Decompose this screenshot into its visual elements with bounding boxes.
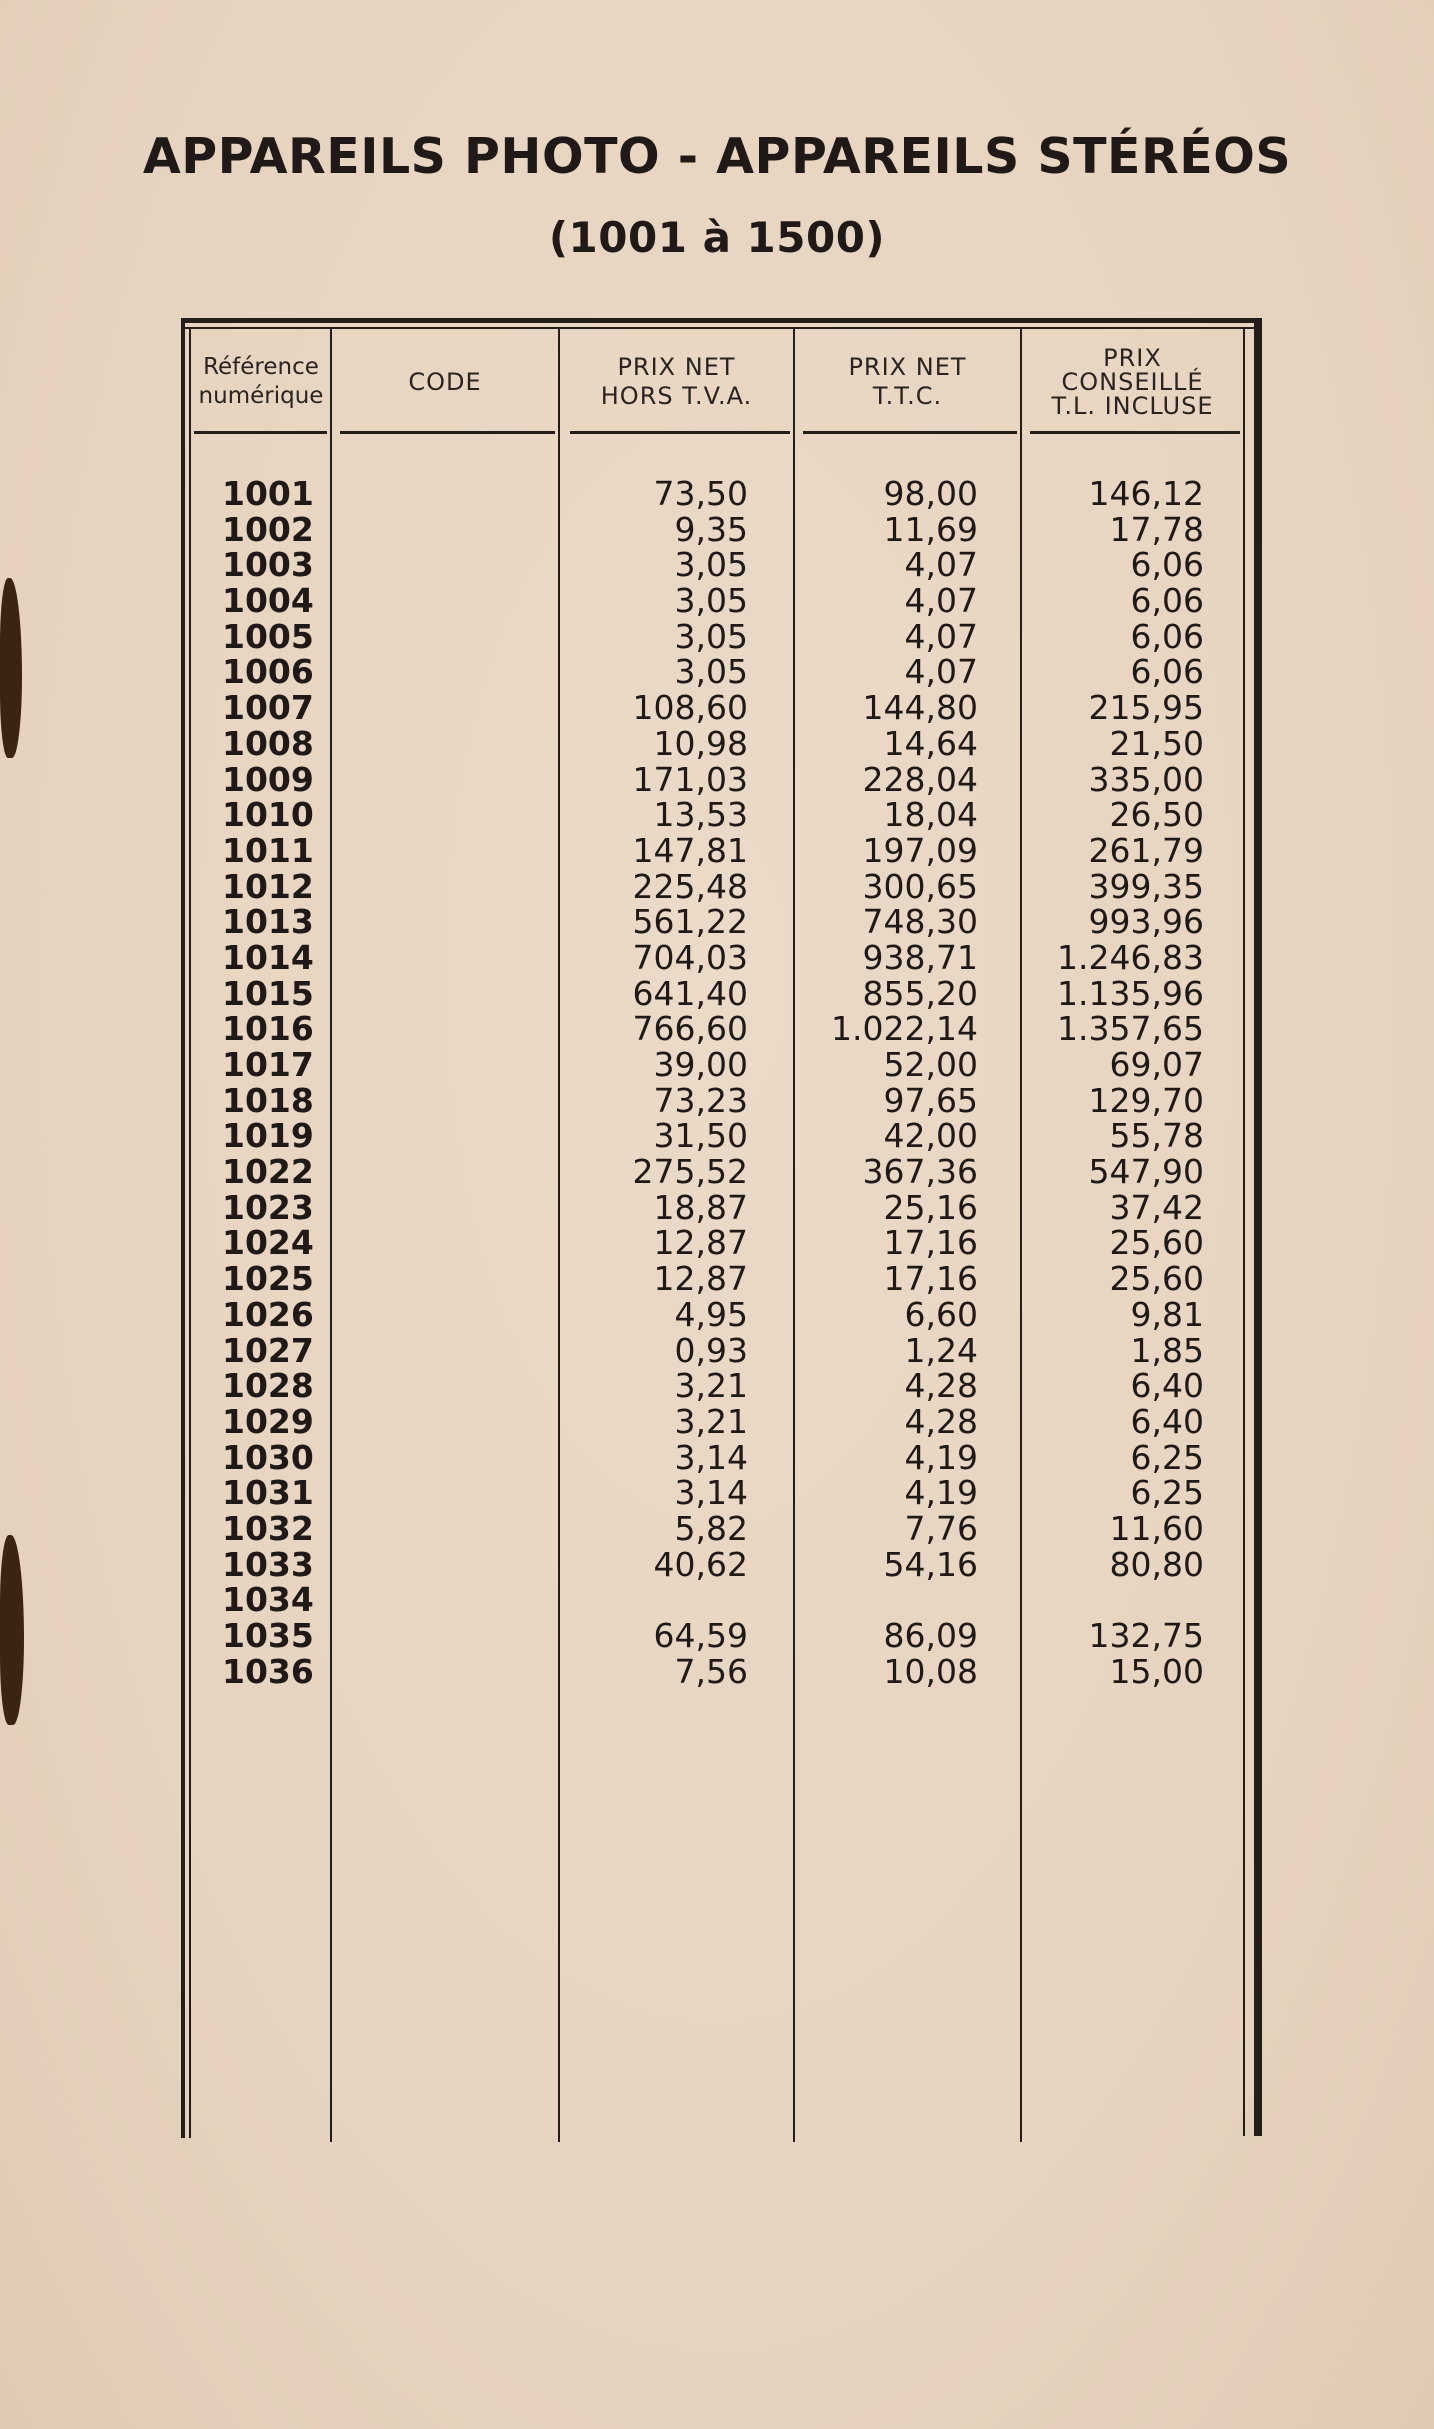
ref-cell: 1004 (222, 581, 314, 621)
prix-net-ht-cell: 9,35 (674, 509, 748, 549)
prix-net-ttc-cell: 14,64 (883, 723, 978, 763)
header-underline (803, 431, 1017, 434)
ref-cell: 1002 (222, 509, 314, 549)
table-row (0, 1080, 1434, 1120)
prix-conseille-cell: 215,95 (1088, 688, 1204, 728)
ref-cell: 1001 (222, 474, 314, 513)
prix-net-ht-cell: 3,14 (674, 1473, 748, 1513)
prix-net-ht-cell: 73,50 (653, 474, 748, 513)
prix-conseille-cell: 335,00 (1088, 759, 1204, 799)
prix-net-ht-cell: 704,03 (632, 937, 748, 977)
prix-net-ht-cell: 147,81 (632, 830, 748, 870)
prix-net-ttc-cell: 197,09 (862, 830, 978, 870)
prix-conseille-cell: 146,12 (1088, 474, 1204, 513)
table-row (0, 1225, 1434, 1261)
prix-conseille-cell: 25,60 (1109, 1223, 1204, 1263)
prix-net-ht-cell: 0,93 (674, 1330, 748, 1370)
prix-net-ht-cell: 7,56 (674, 1651, 748, 1691)
table-row (0, 759, 1434, 799)
ref-cell: 1019 (222, 1116, 314, 1156)
table-row (0, 830, 1434, 870)
header-code: CODE (408, 367, 482, 396)
table-row (0, 1368, 1434, 1404)
table-row (0, 1618, 1434, 1654)
prix-net-ttc-cell: 17,16 (883, 1259, 978, 1299)
prix-net-ttc-cell: 6,60 (904, 1294, 978, 1334)
ref-cell: 1034 (222, 1580, 314, 1620)
prix-conseille-cell: 547,90 (1088, 1152, 1204, 1192)
prix-net-ttc-cell: 4,07 (904, 545, 978, 585)
prix-net-ttc-cell: 144,80 (862, 688, 978, 728)
prix-net-ht-cell: 73,23 (653, 1080, 748, 1120)
prix-conseille-cell: 15,00 (1109, 1651, 1204, 1691)
ref-cell: 1031 (222, 1473, 314, 1513)
prix-net-ttc-cell: 18,04 (883, 795, 978, 835)
prix-net-ht-cell: 766,60 (632, 1009, 748, 1049)
prix-net-ttc-cell: 4,19 (904, 1473, 978, 1513)
prix-net-ttc-cell: 855,20 (862, 973, 978, 1013)
prix-conseille-cell: 1.246,83 (1057, 937, 1204, 977)
table-row (0, 1437, 1434, 1477)
header-underline (1030, 431, 1240, 434)
table-row (0, 1047, 1434, 1083)
prix-net-ht-cell: 3,05 (674, 616, 748, 656)
ref-cell: 1028 (222, 1366, 314, 1406)
prix-net-ht-cell: 40,62 (653, 1544, 748, 1584)
prix-net-ht-cell: 10,98 (653, 723, 748, 763)
ref-cell: 1007 (222, 688, 314, 728)
table-row (0, 1294, 1434, 1334)
table-row (0, 1118, 1434, 1154)
page-title: APPAREILS PHOTO - APPAREILS STÉRÉOS (142, 128, 1292, 185)
table-row (0, 904, 1434, 940)
table-row (0, 1582, 1434, 1618)
ref-cell: 1012 (222, 866, 314, 906)
prix-conseille-cell: 132,75 (1088, 1616, 1204, 1655)
header-prix-net-ttc: PRIX NET T.T.C. (848, 353, 967, 410)
table-row (0, 1544, 1434, 1584)
table-row (0, 476, 1434, 512)
prix-net-ttc-cell: 98,00 (883, 474, 978, 513)
prix-net-ttc-cell: 7,76 (904, 1508, 978, 1548)
prix-net-ht-cell: 39,00 (653, 1045, 748, 1084)
ref-cell: 1032 (222, 1508, 314, 1548)
ref-cell: 1011 (222, 830, 314, 870)
prix-net-ht-cell: 12,87 (653, 1259, 748, 1299)
ref-cell: 1025 (222, 1259, 314, 1299)
prix-conseille-cell: 261,79 (1088, 830, 1204, 870)
prix-conseille-cell: 6,06 (1130, 652, 1204, 692)
prix-conseille-cell: 69,07 (1109, 1045, 1204, 1084)
table-row (0, 1651, 1434, 1691)
ref-cell: 1010 (222, 795, 314, 835)
prix-conseille-cell: 25,60 (1109, 1259, 1204, 1299)
ref-cell: 1036 (222, 1651, 314, 1691)
prix-net-ht-cell: 64,59 (653, 1616, 748, 1655)
prix-net-ht-cell: 3,21 (674, 1401, 748, 1441)
prix-conseille-cell: 993,96 (1088, 902, 1204, 942)
prix-conseille-cell: 17,78 (1109, 509, 1204, 549)
ref-cell: 1027 (222, 1330, 314, 1370)
prix-net-ht-cell: 3,21 (674, 1366, 748, 1406)
table-row (0, 973, 1434, 1013)
ref-cell: 1016 (222, 1009, 314, 1049)
header-prix-net-ht: PRIX NET HORS T.V.A. (600, 353, 753, 410)
prix-net-ht-cell: 12,87 (653, 1223, 748, 1263)
prix-conseille-cell: 11,60 (1109, 1508, 1204, 1548)
ref-cell: 1026 (222, 1294, 314, 1334)
prix-net-ht-cell: 641,40 (632, 973, 748, 1013)
prix-net-ttc-cell: 1.022,14 (831, 1009, 978, 1049)
prix-net-ttc-cell: 4,07 (904, 616, 978, 656)
table-row (0, 690, 1434, 726)
prix-conseille-cell: 21,50 (1109, 723, 1204, 763)
prix-conseille-cell: 6,06 (1130, 581, 1204, 621)
ref-cell: 1023 (222, 1187, 314, 1227)
prix-net-ht-cell: 5,82 (674, 1508, 748, 1548)
ref-cell: 1003 (222, 545, 314, 585)
prix-net-ttc-cell: 86,09 (883, 1616, 978, 1655)
table-row (0, 583, 1434, 619)
prix-conseille-cell: 6,40 (1130, 1366, 1204, 1406)
prix-net-ttc-cell: 300,65 (862, 866, 978, 906)
prix-conseille-cell: 129,70 (1088, 1080, 1204, 1120)
prix-net-ttc-cell: 54,16 (883, 1544, 978, 1584)
table-row (0, 1011, 1434, 1047)
header-prix-conseille: PRIX CONSEILLÉ T.L. INCLUSE (1051, 344, 1214, 420)
prix-conseille-cell: 37,42 (1109, 1187, 1204, 1227)
prix-conseille-cell: 6,25 (1130, 1473, 1204, 1513)
table-row (0, 937, 1434, 977)
table-row (0, 1154, 1434, 1190)
prix-net-ht-cell: 3,05 (674, 652, 748, 692)
ref-cell: 1033 (222, 1544, 314, 1584)
ref-cell: 1015 (222, 973, 314, 1013)
prix-net-ttc-cell: 52,00 (883, 1045, 978, 1084)
table-row (0, 1475, 1434, 1511)
table-row (0, 797, 1434, 833)
prix-net-ttc-cell: 17,16 (883, 1223, 978, 1263)
header-underline (194, 431, 327, 434)
ref-cell: 1005 (222, 616, 314, 656)
prix-net-ht-cell: 13,53 (653, 795, 748, 835)
table-body (0, 476, 1434, 1689)
table-row (0, 723, 1434, 763)
table-row (0, 547, 1434, 583)
table-row (0, 1261, 1434, 1297)
table-row (0, 1508, 1434, 1548)
prix-net-ht-cell: 3,05 (674, 581, 748, 621)
table-row (0, 616, 1434, 656)
ref-cell: 1014 (222, 937, 314, 977)
ref-cell: 1024 (222, 1223, 314, 1263)
prix-net-ttc-cell: 97,65 (883, 1080, 978, 1120)
ref-cell: 1022 (222, 1152, 314, 1192)
prix-conseille-cell: 1.357,65 (1057, 1009, 1204, 1049)
prix-net-ht-cell: 31,50 (653, 1116, 748, 1156)
prix-conseille-cell: 1.135,96 (1057, 973, 1204, 1013)
prix-net-ttc-cell: 1,24 (904, 1330, 978, 1370)
prix-net-ttc-cell: 4,19 (904, 1437, 978, 1477)
prix-conseille-cell: 9,81 (1130, 1294, 1204, 1334)
prix-net-ht-cell: 275,52 (632, 1152, 748, 1192)
prix-conseille-cell: 55,78 (1109, 1116, 1204, 1156)
prix-net-ttc-cell: 4,07 (904, 581, 978, 621)
header-underline (340, 431, 555, 434)
ref-cell: 1017 (222, 1045, 314, 1084)
prix-net-ht-cell: 18,87 (653, 1187, 748, 1227)
prix-net-ttc-cell: 228,04 (862, 759, 978, 799)
prix-net-ttc-cell: 11,69 (883, 509, 978, 549)
prix-conseille-cell: 80,80 (1109, 1544, 1204, 1584)
table-border-top (181, 318, 1262, 323)
prix-net-ht-cell: 108,60 (632, 688, 748, 728)
prix-net-ttc-cell: 10,08 (883, 1651, 978, 1691)
prix-net-ttc-cell: 748,30 (862, 902, 978, 942)
prix-net-ht-cell: 3,05 (674, 545, 748, 585)
prix-conseille-cell: 6,25 (1130, 1437, 1204, 1477)
ref-cell: 1008 (222, 723, 314, 763)
ref-cell: 1035 (222, 1616, 314, 1655)
prix-net-ttc-cell: 25,16 (883, 1187, 978, 1227)
prix-net-ttc-cell: 4,28 (904, 1401, 978, 1441)
table-row (0, 1401, 1434, 1441)
prix-conseille-cell: 6,06 (1130, 616, 1204, 656)
ref-cell: 1006 (222, 652, 314, 692)
header-underline (570, 431, 790, 434)
prix-conseille-cell: 6,40 (1130, 1401, 1204, 1441)
prix-net-ht-cell: 171,03 (632, 759, 748, 799)
prix-net-ttc-cell: 4,28 (904, 1366, 978, 1406)
ref-cell: 1013 (222, 902, 314, 942)
table-border-top-inner (185, 327, 1255, 329)
prix-net-ht-cell: 561,22 (632, 902, 748, 942)
prix-net-ttc-cell: 938,71 (862, 937, 978, 977)
prix-net-ht-cell: 225,48 (632, 866, 748, 906)
table-row (0, 866, 1434, 906)
prix-net-ht-cell: 4,95 (674, 1294, 748, 1334)
ref-cell: 1009 (222, 759, 314, 799)
prix-net-ttc-cell: 42,00 (883, 1116, 978, 1156)
prix-net-ht-cell: 3,14 (674, 1437, 748, 1477)
prix-conseille-cell: 1,85 (1130, 1330, 1204, 1370)
ref-cell: 1029 (222, 1401, 314, 1441)
ref-cell: 1018 (222, 1080, 314, 1120)
prix-conseille-cell: 6,06 (1130, 545, 1204, 585)
prix-net-ttc-cell: 367,36 (862, 1152, 978, 1192)
header-reference: Référence numérique (198, 354, 324, 409)
prix-net-ttc-cell: 4,07 (904, 652, 978, 692)
page-subtitle: (1001 à 1500) (548, 213, 886, 262)
ref-cell: 1030 (222, 1437, 314, 1477)
table-row (0, 1187, 1434, 1227)
table-row (0, 654, 1434, 690)
table-row (0, 1330, 1434, 1370)
prix-conseille-cell: 399,35 (1088, 866, 1204, 906)
table-row (0, 509, 1434, 549)
prix-conseille-cell: 26,50 (1109, 795, 1204, 835)
